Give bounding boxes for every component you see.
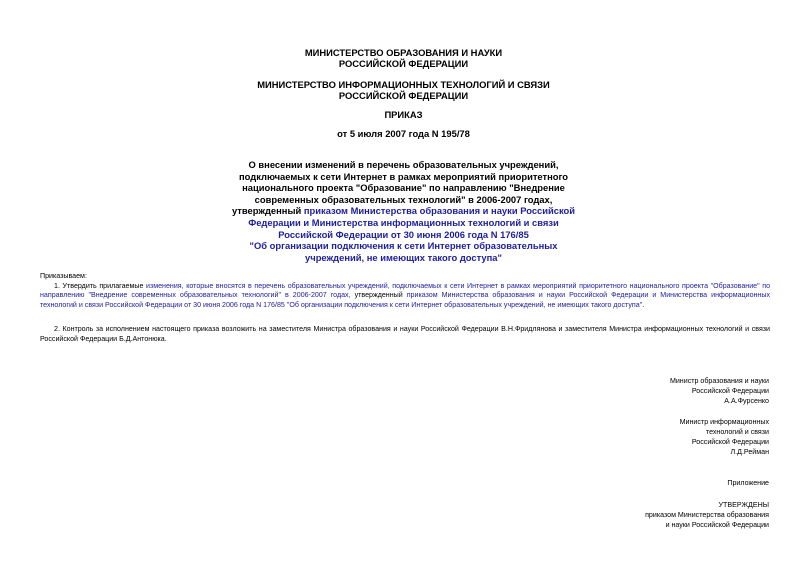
order-176-85-link[interactable]: приказом Министерства образования и науки Российской Федерации и Министерства информационных технологий и связи Российской Федерации от 30 июня 2006 года N 176/85 "Об организации подключения к сети Интернет образовательных учреждений, не имеющих такого доступа": [40, 291, 770, 310]
order-body: [40, 272, 770, 344]
minister2-title-line1: Министр информационных: [679, 418, 769, 426]
paragraph-2: 2. Контроль за исполнением настоящего приказа возложить на заместителя Министра образования и науки Российской Федерации В.Н.Фридлянова и заместителя Министра информационных технологий и связи Российской Федерации Б.Д.Антонюка.: [40, 324, 770, 343]
signature-minister-it: [680, 417, 769, 457]
ministry-it-line2: РОССИЙСКОЙ ФЕДЕРАЦИИ: [338, 90, 469, 101]
appendix-approval: [645, 500, 769, 530]
title-line-3: национального проекта "Образование" по направлению "Внедрение: [242, 182, 565, 194]
title-order-link-part1[interactable]: приказом Министерства образования и науки Российской: [303, 205, 576, 217]
minister1-title-line2: Российской Федерации: [691, 387, 769, 395]
title-order-link-part2[interactable]: Федерации и Министерства информационных технологий и связи: [248, 216, 559, 228]
minister1-name: А.А.Фурсенко: [724, 397, 769, 405]
paragraph-1-start: 1. Утвердить прилагаемые: [54, 281, 147, 290]
order-word: Приказываем:: [40, 272, 87, 280]
title-line-4: современных образовательных технологий" в 2006-2007 годах,: [254, 193, 553, 205]
ministry-education-heading: [0, 47, 807, 69]
paragraph-1-mid: утвержденный: [350, 291, 407, 300]
appendix-label: Приложение: [727, 479, 769, 487]
doc-title: [0, 159, 807, 263]
ministry-education-line2: РОССИЙСКОЙ ФЕДЕРАЦИИ: [338, 58, 469, 69]
appendix-line2: и науки Российской Федерации: [665, 521, 769, 529]
title-order-link-part3[interactable]: Российской Федерации от 30 июня 2006 года N 176/85: [278, 228, 529, 240]
changes-link[interactable]: изменения, которые вносятся в перечень образовательных учреждений, подключаемых к сети Интернет в рамках мероприятий приоритетного национального проекта "Образование" по направлению "Внедрение современных образовательных технологий" в 2006-2007 годах,: [40, 281, 771, 300]
minister1-title-line1: Министр образования и науки: [669, 377, 769, 385]
title-order-link-part4[interactable]: "Об организации подключения к сети Интернет образовательных: [249, 240, 558, 252]
paragraph-1: [40, 282, 770, 311]
minister2-name: Л.Д.Рейман: [730, 448, 769, 456]
signature-minister-education: [670, 376, 769, 406]
minister2-title-line2: технологий и связи: [705, 428, 769, 436]
paragraph-1-end: .: [642, 301, 645, 310]
ministry-it-heading: [0, 79, 807, 101]
title-order-link-part5[interactable]: учреждений, не имеющих такого доступа": [305, 251, 502, 263]
ministry-education-line1: МИНИСТЕРСТВО ОБРАЗОВАНИЯ И НАУКИ: [304, 47, 503, 58]
title-line-1: О внесении изменений в перечень образовательных учреждений,: [248, 159, 559, 170]
title-line-2: подключаемых к сети Интернет в рамках мероприятий приоритетного: [238, 170, 569, 182]
minister2-title-line3: Российской Федерации: [691, 438, 769, 446]
appendix-line1: приказом Министерства образования: [645, 511, 769, 519]
doc-type-heading: ПРИКАЗ: [384, 109, 423, 120]
doc-date-number: от 5 июля 2007 года N 195/78: [337, 128, 470, 139]
ministry-it-line1: МИНИСТЕРСТВО ИНФОРМАЦИОННЫХ ТЕХНОЛОГИЙ И СВЯЗИ: [257, 79, 550, 90]
title-line-5: [0, 205, 807, 217]
appendix-approved: УТВЕРЖДЕНЫ: [718, 501, 769, 509]
title-line-5-text: утвержденный: [231, 205, 304, 217]
